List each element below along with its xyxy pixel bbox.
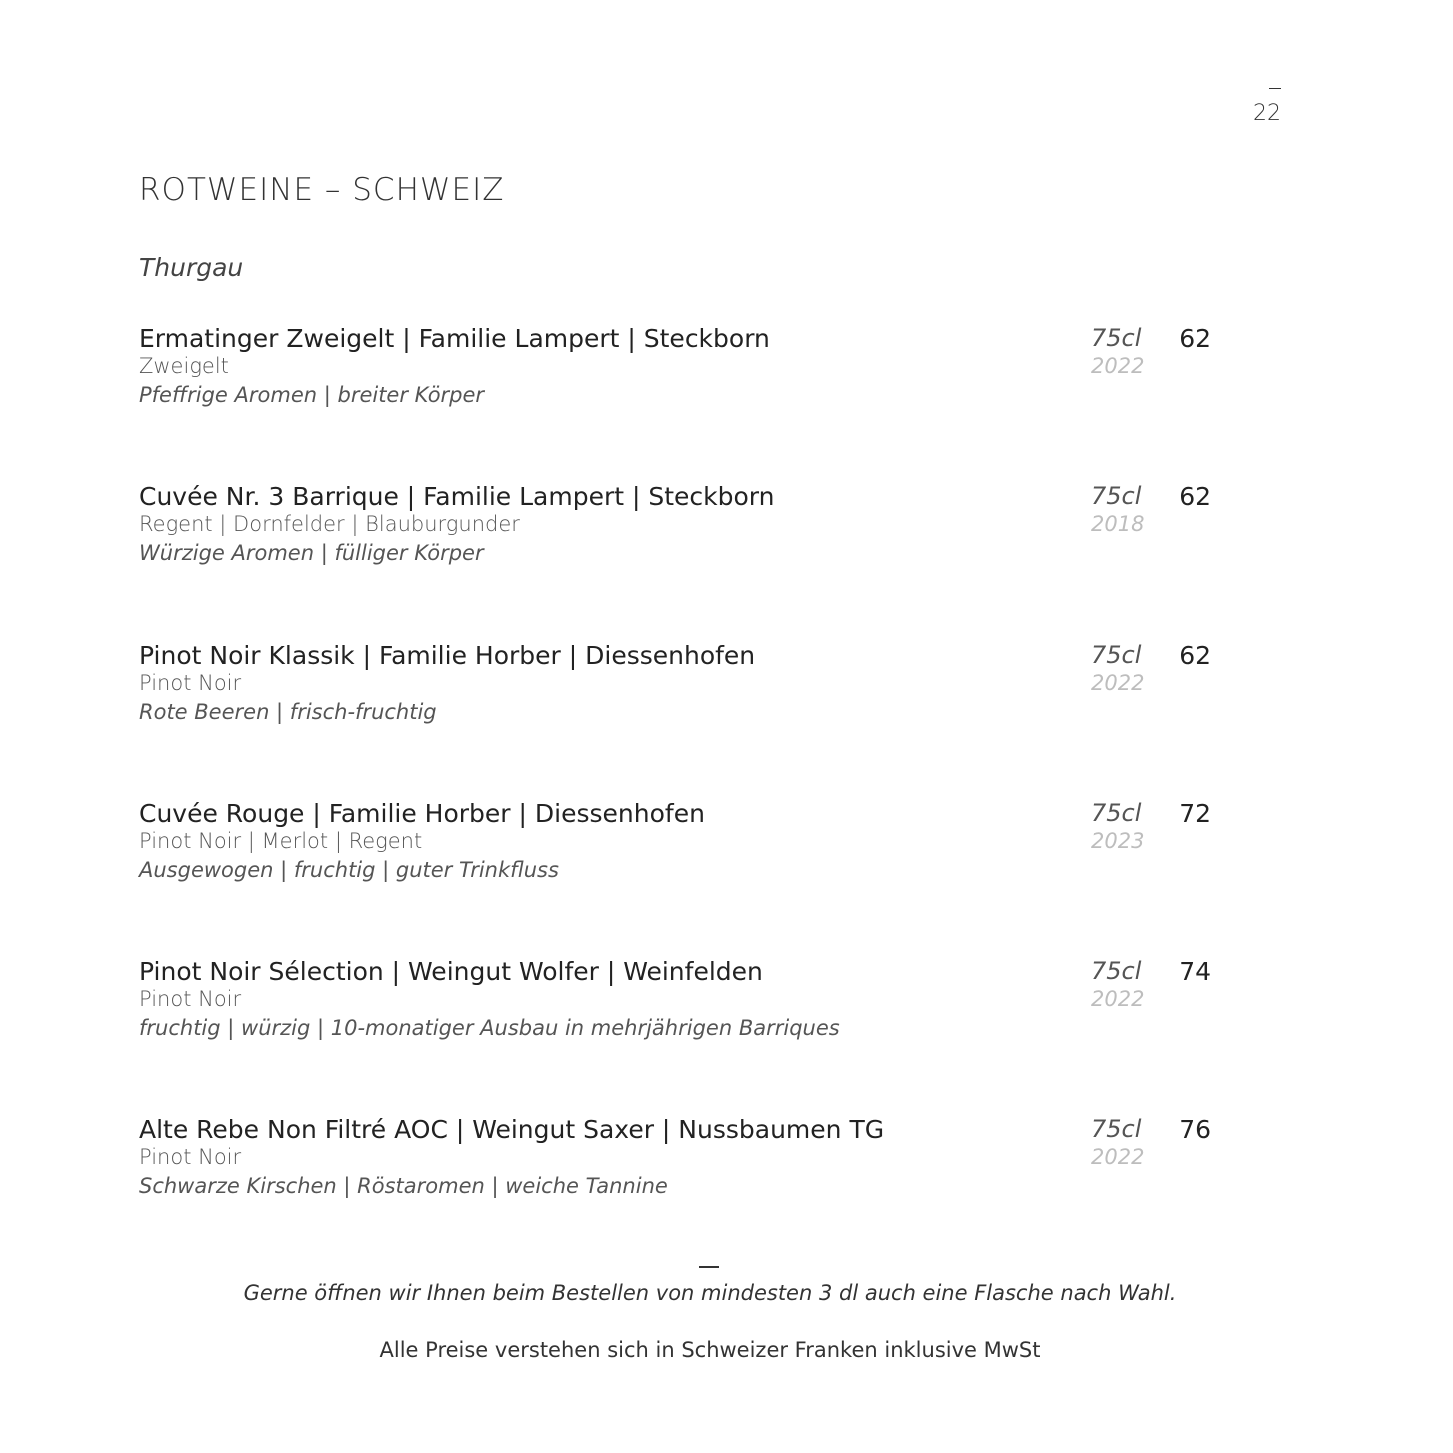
wine-entry [139,1115,1239,1205]
wine-grapes: Zweigelt [139,354,229,378]
wine-entry [139,324,1239,414]
wine-entry [139,799,1239,889]
wine-vintage: 2022 [1091,987,1145,1011]
wine-notes: Würzige Aromen | fülliger Körper [139,541,484,565]
wine-name: Ermatinger Zweigelt | Familie Lampert | Steckborn [139,324,770,353]
footer-divider [699,1266,719,1268]
wine-entry [139,957,1239,1047]
wine-name: Alte Rebe Non Filtré AOC | Weingut Saxer | Nussbaumen TG [139,1115,885,1144]
wine-price: 72 [1179,799,1211,828]
region-heading: Thurgau [139,253,244,282]
wine-size: 75cl [1091,324,1142,352]
wine-vintage: 2022 [1091,1145,1145,1169]
wine-vintage: 2018 [1091,512,1145,536]
wine-size: 75cl [1091,641,1142,669]
wine-size: 75cl [1091,482,1142,510]
wine-vintage: 2022 [1091,671,1145,695]
wine-notes: Ausgewogen | fruchtig | guter Trinkfluss [139,858,559,882]
page-number-dash [1269,88,1281,89]
wine-grapes: Pinot Noir | Merlot | Regent [139,829,423,853]
wine-price: 62 [1179,324,1211,353]
wine-price: 62 [1179,482,1211,511]
wine-price: 74 [1179,957,1211,986]
wine-price: 62 [1179,641,1211,670]
footer-note: Gerne öffnen wir Ihnen beim Bestellen von mindesten 3 dl auch eine Flasche nach Wahl. [243,1281,1177,1305]
wine-price: 76 [1179,1115,1211,1144]
wine-name: Pinot Noir Sélection | Weingut Wolfer | Weinfelden [139,957,763,986]
wine-size: 75cl [1091,1115,1142,1143]
wine-entry [139,641,1239,731]
wine-grapes: Pinot Noir [139,987,242,1011]
wine-size: 75cl [1091,799,1142,827]
wine-name: Pinot Noir Klassik | Familie Horber | Diessenhofen [139,641,756,670]
page-number [1253,88,1281,125]
wine-grapes: Regent | Dornfelder | Blauburgunder [139,512,520,536]
wine-name: Cuvée Rouge | Familie Horber | Diessenhofen [139,799,705,828]
wine-entry [139,482,1239,572]
wine-notes: Schwarze Kirschen | Röstaromen | weiche Tannine [139,1174,668,1198]
wine-size: 75cl [1091,957,1142,985]
wine-name: Cuvée Nr. 3 Barrique | Familie Lampert | Steckborn [139,482,775,511]
wine-vintage: 2023 [1091,829,1145,853]
footer-price-info: Alle Preise verstehen sich in Schweizer Franken inklusive MwSt [379,1338,1041,1362]
wine-notes: Pfeffrige Aromen | breiter Körper [139,383,485,407]
page-title: ROTWEINE – SCHWEIZ [139,172,505,208]
wine-notes: fruchtig | würzig | 10-monatiger Ausbau in mehrjährigen Barriques [139,1016,840,1040]
wine-notes: Rote Beeren | frisch-fruchtig [139,700,437,724]
wine-grapes: Pinot Noir [139,1145,242,1169]
page-number-text: 22 [1253,101,1281,126]
wine-vintage: 2022 [1091,354,1145,378]
wine-grapes: Pinot Noir [139,671,242,695]
